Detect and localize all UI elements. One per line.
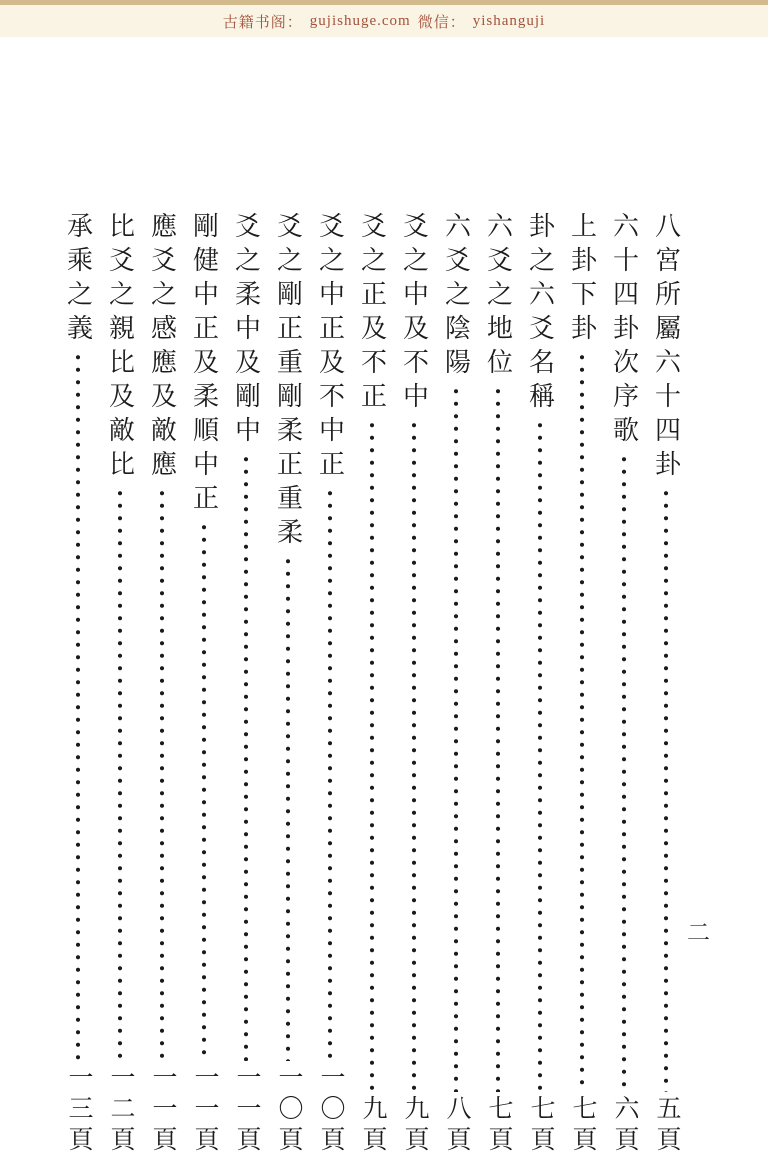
toc-entry-title: 卦之六爻名稱 (525, 212, 555, 416)
watermark-site-url: gujishuge.com (309, 12, 411, 29)
toc-entry (358, 212, 386, 1157)
toc-entry-title: 剛健中正及柔順中正 (189, 212, 219, 518)
toc-entry (442, 212, 470, 1157)
toc-entry-title: 上卦下卦 (567, 212, 597, 348)
toc-entry-title: 比爻之親比及敵比 (105, 212, 135, 484)
toc-entry-page: 一一頁 (149, 1064, 176, 1157)
folio-page-number: 二 (684, 920, 709, 943)
toc-entry-title: 八宮所屬六十四卦 (651, 212, 681, 484)
toc-entry-page: 七頁 (485, 1095, 512, 1157)
watermark-wechat-label: 微信： (417, 14, 466, 31)
toc-entry (568, 212, 596, 1157)
toc-entry (484, 212, 512, 1157)
dotted-leader (526, 419, 554, 1092)
toc-entry (106, 212, 134, 1157)
toc-entry-title: 爻之剛正重剛柔正重柔 (273, 212, 303, 552)
toc-entry (64, 212, 92, 1157)
toc-entry-title: 爻之柔中及剛中 (231, 212, 261, 450)
toc-entry-page: 一〇頁 (275, 1064, 302, 1157)
dotted-leader (316, 487, 344, 1061)
toc-entry-page: 九頁 (359, 1095, 386, 1157)
toc-entry-page: 九頁 (401, 1095, 428, 1157)
dotted-leader (64, 351, 92, 1061)
toc-entry (232, 212, 260, 1157)
toc-entry-title: 應爻之感應及敵應 (147, 212, 177, 484)
toc-entry (610, 212, 638, 1157)
toc-entry-page: 一三頁 (65, 1064, 92, 1157)
toc-entry-title: 六爻之地位 (483, 212, 513, 382)
toc-entry (400, 212, 428, 1157)
toc-entry-page: 七頁 (569, 1095, 596, 1157)
toc-columns (64, 212, 680, 1157)
toc-entry-title: 爻之中正及不中正 (315, 212, 345, 484)
toc-entry-title: 承乘之義 (63, 212, 93, 348)
toc-entry-page: 五頁 (653, 1095, 680, 1157)
toc-entry-page: 一一頁 (191, 1064, 218, 1157)
toc-entry (652, 212, 680, 1157)
dotted-leader (358, 419, 386, 1092)
toc-entry (316, 212, 344, 1157)
watermark-wechat-id: yishanguji (472, 12, 546, 29)
dotted-leader (106, 487, 134, 1061)
toc-entry (148, 212, 176, 1157)
watermark-site-label: 古籍书阁： (222, 14, 303, 31)
watermark-header (0, 5, 768, 37)
toc-entry-page: 一二頁 (107, 1064, 134, 1157)
toc-entry-title: 六十四卦次序歌 (609, 212, 639, 450)
toc-entry-page: 八頁 (443, 1095, 470, 1157)
dotted-leader (610, 453, 638, 1092)
toc-entry-title: 爻之正及不正 (357, 212, 387, 416)
toc-entry-page: 六頁 (611, 1095, 638, 1157)
dotted-leader (232, 453, 260, 1061)
toc-entry-page: 一〇頁 (317, 1064, 344, 1157)
toc-entry-page: 一一頁 (233, 1064, 260, 1157)
toc-entry-page: 七頁 (527, 1095, 554, 1157)
toc-entry-title: 爻之中及不中 (399, 212, 429, 416)
dotted-leader (652, 487, 680, 1092)
dotted-leader (190, 521, 218, 1061)
toc-entry (274, 212, 302, 1157)
dotted-leader (274, 555, 302, 1061)
dotted-leader (400, 419, 428, 1092)
dotted-leader (484, 385, 512, 1092)
dotted-leader (442, 385, 470, 1092)
toc-entry (526, 212, 554, 1157)
toc-entry-title: 六爻之陰陽 (441, 212, 471, 382)
toc-entry (190, 212, 218, 1157)
dotted-leader (568, 351, 596, 1092)
dotted-leader (148, 487, 176, 1061)
